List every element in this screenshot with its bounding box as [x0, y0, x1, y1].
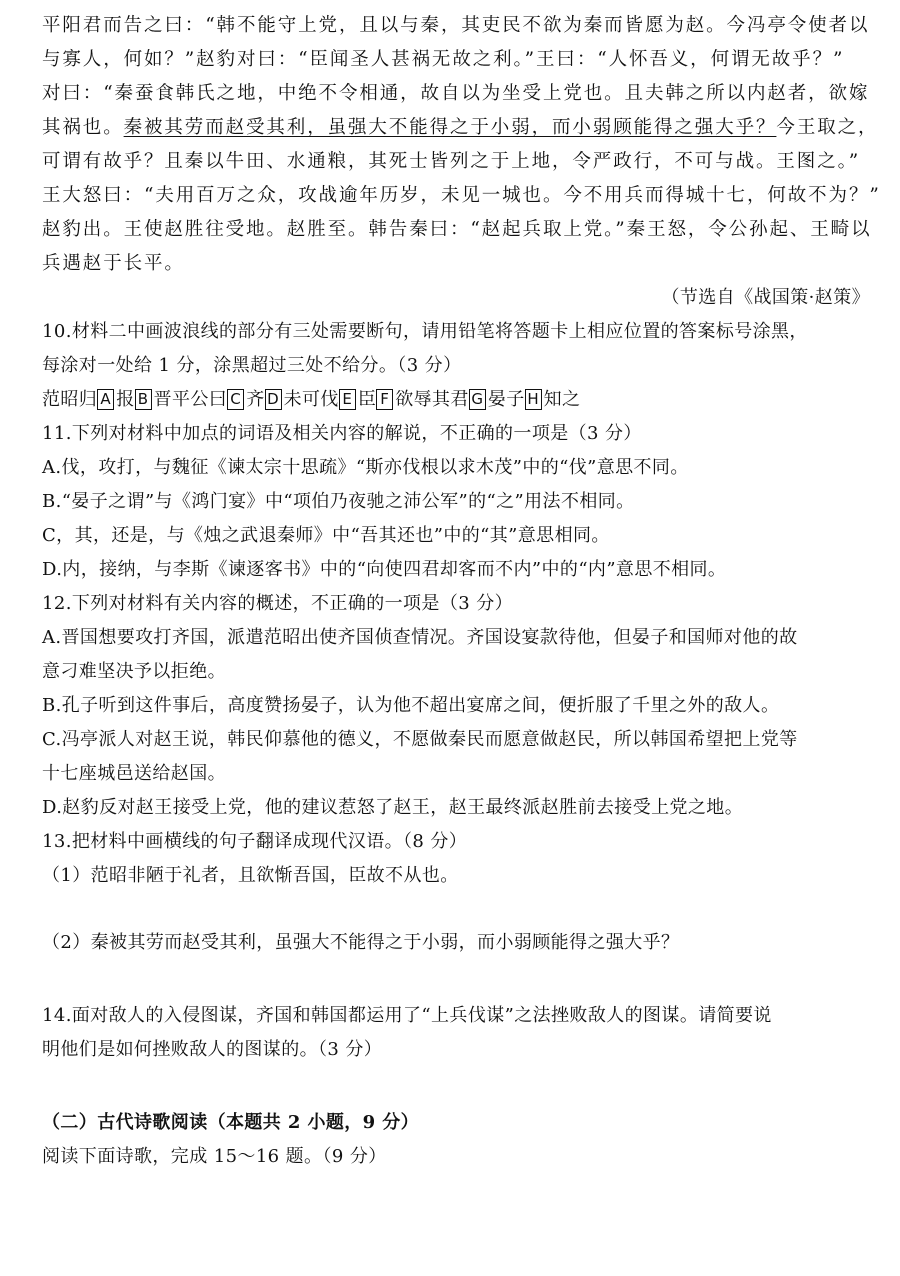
- q10-segment-text: 臣: [357, 389, 377, 410]
- q13-sentence-2: （2）秦被其劳而赵受其利，虽强大不能得之于小弱，而小弱顾能得之强大乎？: [42, 932, 680, 953]
- q11-option-c: C，其，还是，与《烛之武退秦师》中“吾其还也”中的“其”意思相同。: [42, 525, 610, 546]
- q10-segment-text: 齐: [246, 389, 265, 410]
- q10-answer-mark-h[interactable]: H: [525, 389, 542, 410]
- passage-line-2: 与寡人，何如？”赵豹对曰：“臣闻圣人甚祸无故之利。”王曰：“人怀吾义，何谓无故乎？”: [42, 49, 845, 70]
- q10-segment-text: 晏子: [487, 389, 525, 410]
- q10-answer-mark-b[interactable]: B: [135, 389, 152, 410]
- q10-answer-mark-c[interactable]: C: [227, 389, 244, 410]
- passage-line-3: 对曰：“秦蚕食韩氏之地，中绝不令相通，故自以为坐受上党也。且夫韩之所以内赵者，欲嫁: [42, 83, 870, 104]
- q12-option-a-line-1: A.晋国想要攻打齐国，派遣范昭出使齐国侦查情况。齐国设宴款待他，但晏子和国师对他的故: [42, 627, 798, 648]
- q11-option-d: D.内，接纳，与李斯《谏逐客书》中的“向使四君却客而不内”中的“内”意思不相同。: [42, 559, 727, 580]
- q12-option-c-line-1: C.冯亭派人对赵王说，韩民仰慕他的德义，不愿做秦民而愿意做赵民，所以韩国希望把上党等: [42, 729, 798, 750]
- passage-line-6: 王大怒曰：“夫用百万之众，攻战逾年历岁，未见一城也。今不用兵而得城十七，何故不为？”: [42, 185, 881, 206]
- q10-segment-text: 范昭归: [42, 389, 98, 410]
- q10-line-2: 每涂对一处给 1 分，涂黑超过三处不给分。（3 分）: [42, 355, 462, 376]
- q12-option-d: D.赵豹反对赵王接受上党，他的建议惹怒了赵王，赵王最终派赵胜前去接受上党之地。: [42, 797, 744, 818]
- q10-segment-text: 欲辱其君: [395, 389, 469, 410]
- q12-option-c-line-2: 十七座城邑送给赵国。: [42, 763, 226, 784]
- q11-option-b: B.“晏子之谓”与《鸿门宴》中“项伯乃夜驰之沛公军”的“之”用法不相同。: [42, 491, 635, 512]
- q11-option-a: A.伐，攻打，与魏征《谏太宗十思疏》“斯亦伐根以求木茂”中的“伐”意思不同。: [42, 457, 689, 478]
- section-heading: （二）古代诗歌阅读（本题共 2 小题，9 分）: [42, 1112, 420, 1133]
- passage-line-7: 赵豹出。王使赵胜往受地。赵胜至。韩告秦曰：“赵起兵取上党。”秦王怒，令公孙起、王畸以: [42, 219, 872, 240]
- q10-answer-mark-g[interactable]: G: [469, 389, 486, 410]
- q13-stem: 13.把材料中画横线的句子翻译成现代汉语。（8 分）: [42, 831, 468, 852]
- q10-segment-text: 报: [116, 389, 135, 410]
- passage-line-4-before: 其祸也。: [42, 117, 124, 138]
- passage-line-5: 可谓有故乎？且秦以牛田、水通粮，其死士皆列之于上地，令严政行，不可与战。王图之。”: [42, 151, 861, 172]
- q10-answer-mark-d[interactable]: D: [265, 389, 282, 410]
- passage-line-4-after: 今王取之，: [776, 117, 879, 138]
- passage-line-4: [42, 115, 879, 141]
- q10-segment-text: 知之: [543, 389, 581, 410]
- q12-stem: 12.下列对材料有关内容的概述，不正确的一项是（3 分）: [42, 593, 513, 614]
- q14-line-2: 明他们是如何挫败敌人的图谋的。（3 分）: [42, 1039, 383, 1060]
- q10-answer-mark-a[interactable]: A: [97, 389, 114, 410]
- section-instruction: 阅读下面诗歌，完成 15～16 题。（9 分）: [42, 1146, 387, 1167]
- q12-option-a-line-2: 意刁难坚决予以拒绝。: [42, 661, 226, 682]
- q10-answer-mark-e[interactable]: E: [339, 389, 356, 410]
- passage-source: （节选自《战国策·赵策》: [661, 287, 870, 308]
- q10-segment-text: 未可伐: [283, 389, 339, 410]
- q13-sentence-1: （1）范昭非陋于礼者，且欲惭吾国，臣故不从也。: [42, 865, 459, 886]
- underlined-sentence: 秦被其劳而赵受其利，虽强大不能得之于小弱，而小弱顾能得之强大乎？: [123, 117, 777, 138]
- q11-stem: 11.下列对材料中加点的词语及相关内容的解说，不正确的一项是（3 分）: [42, 423, 642, 444]
- passage-line-1: 平阳君而告之曰：“韩不能守上党，且以与秦，其吏民不欲为秦而皆愿为赵。今冯亭令使者以: [42, 15, 870, 36]
- q10-segment-text: 晋平公曰: [153, 389, 228, 410]
- q10-answer-mark-f[interactable]: F: [376, 389, 393, 410]
- q12-option-b: B.孔子听到这件事后，高度赞扬晏子，认为他不超出宴席之间，便折服了千里之外的敌人。: [42, 695, 780, 716]
- q10-line-1: 10.材料二中画波浪线的部分有三处需要断句，请用铅笔将答题卡上相应位置的答案标号涂黑，: [42, 321, 808, 342]
- passage-line-8: 兵遇赵于长平。: [42, 253, 185, 274]
- q14-line-1: 14.面对敌人的入侵图谋，齐国和韩国都运用了“上兵伐谋”之法挫败敌人的图谋。请简要说: [42, 1005, 772, 1026]
- q10-options: [42, 387, 872, 413]
